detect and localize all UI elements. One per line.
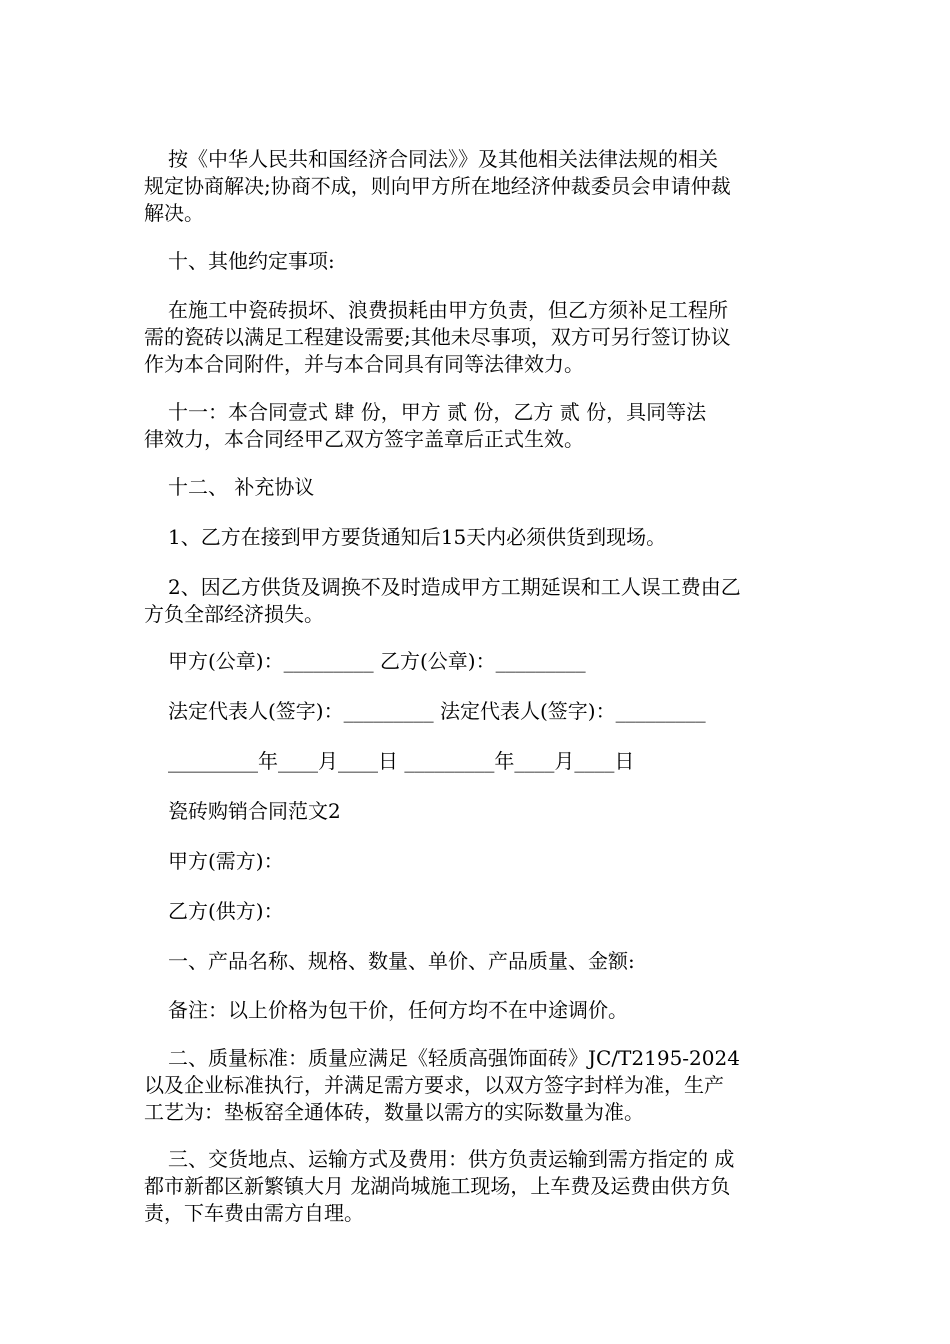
text-line: 甲方(公章)：_________ 乙方(公章)：_________ [168,649,586,673]
heading-text: 十二、 补充协议 [168,475,315,499]
text-line: 责，下车费由需方自理。 [144,1201,364,1225]
text-line: 律效力，本合同经甲乙双方签字盖章后正式生效。 [144,427,584,451]
supplement-item-1 [144,524,808,551]
text-line: 法定代表人(签字)：_________ 法定代表人(签字)：_________ [168,699,706,723]
text-line: 方负全部经济损失。 [144,602,324,626]
text-line: 2、因乙方供货及调换不及时造成甲方工期延误和工人误工费由乙 [168,575,741,599]
section-3-delivery [144,1146,808,1227]
text-line: 备注：以上价格为包干价，任何方均不在中途调价。 [168,998,628,1022]
section-12-heading [144,474,808,501]
text-line: 以及企业标准执行，并满足需方要求，以双方签字封样为准，生产 [144,1073,724,1097]
paragraph-dispute-resolution [144,146,808,227]
paragraph-other-agreements [144,297,808,378]
section-2-quality [144,1045,808,1126]
signature-representative-line [144,698,808,725]
text-line: 解决。 [144,201,204,225]
text-line: 乙方(供方)： [168,899,284,923]
text-line: 在施工中瓷砖损坏、浪费损耗由甲方负责，但乙方须补足工程所 [168,298,728,322]
text-line: 三、交货地点、运输方式及费用：供方负责运输到需方指定的 成 [168,1147,735,1171]
price-note [144,997,808,1024]
section-1-heading [144,948,808,975]
contract-2-title [144,798,808,825]
supplement-item-2 [144,574,808,628]
text-line: 工艺为：垫板窑全通体砖，数量以需方的实际数量为准。 [144,1100,644,1124]
heading-text: 十、其他约定事项: [168,249,335,273]
text-line: 规定协商解决;协商不成，则向甲方所在地经济仲裁委员会申请仲裁 [144,174,731,198]
paragraph-copies-clause [144,399,808,453]
section-10-heading [144,248,808,275]
heading-text: 瓷砖购销合同范文2 [168,799,341,823]
text-line: 甲方(需方)： [168,849,284,873]
text-line: _________年____月____日 _________年____月____日 [168,749,635,773]
text-line: 按《中华人民共和国经济合同法》》及其他相关法律法规的相关 [168,147,718,171]
party-a-line [144,848,808,875]
text-line: 作为本合同附件，并与本合同具有同等法律效力。 [144,352,584,376]
heading-text: 一、产品名称、规格、数量、单价、产品质量、金额: [168,949,635,973]
text-line: 二、质量标准：质量应满足《轻质高强饰面砖》JC/T2195-2024 [168,1046,740,1070]
signature-date-line [144,748,808,775]
text-line: 都市新都区新繁镇大月 龙湖尚城施工现场，上车费及运费由供方负 [144,1174,731,1198]
party-b-line [144,898,808,925]
text-line: 1、乙方在接到甲方要货通知后15天内必须供货到现场。 [168,525,667,549]
text-line: 需的瓷砖以满足工程建设需要;其他未尽事项，双方可另行签订协议 [144,325,731,349]
signature-seal-line [144,648,808,675]
text-line: 十一：本合同壹式 肆 份，甲方 贰 份，乙方 贰 份，具同等法 [168,400,707,424]
